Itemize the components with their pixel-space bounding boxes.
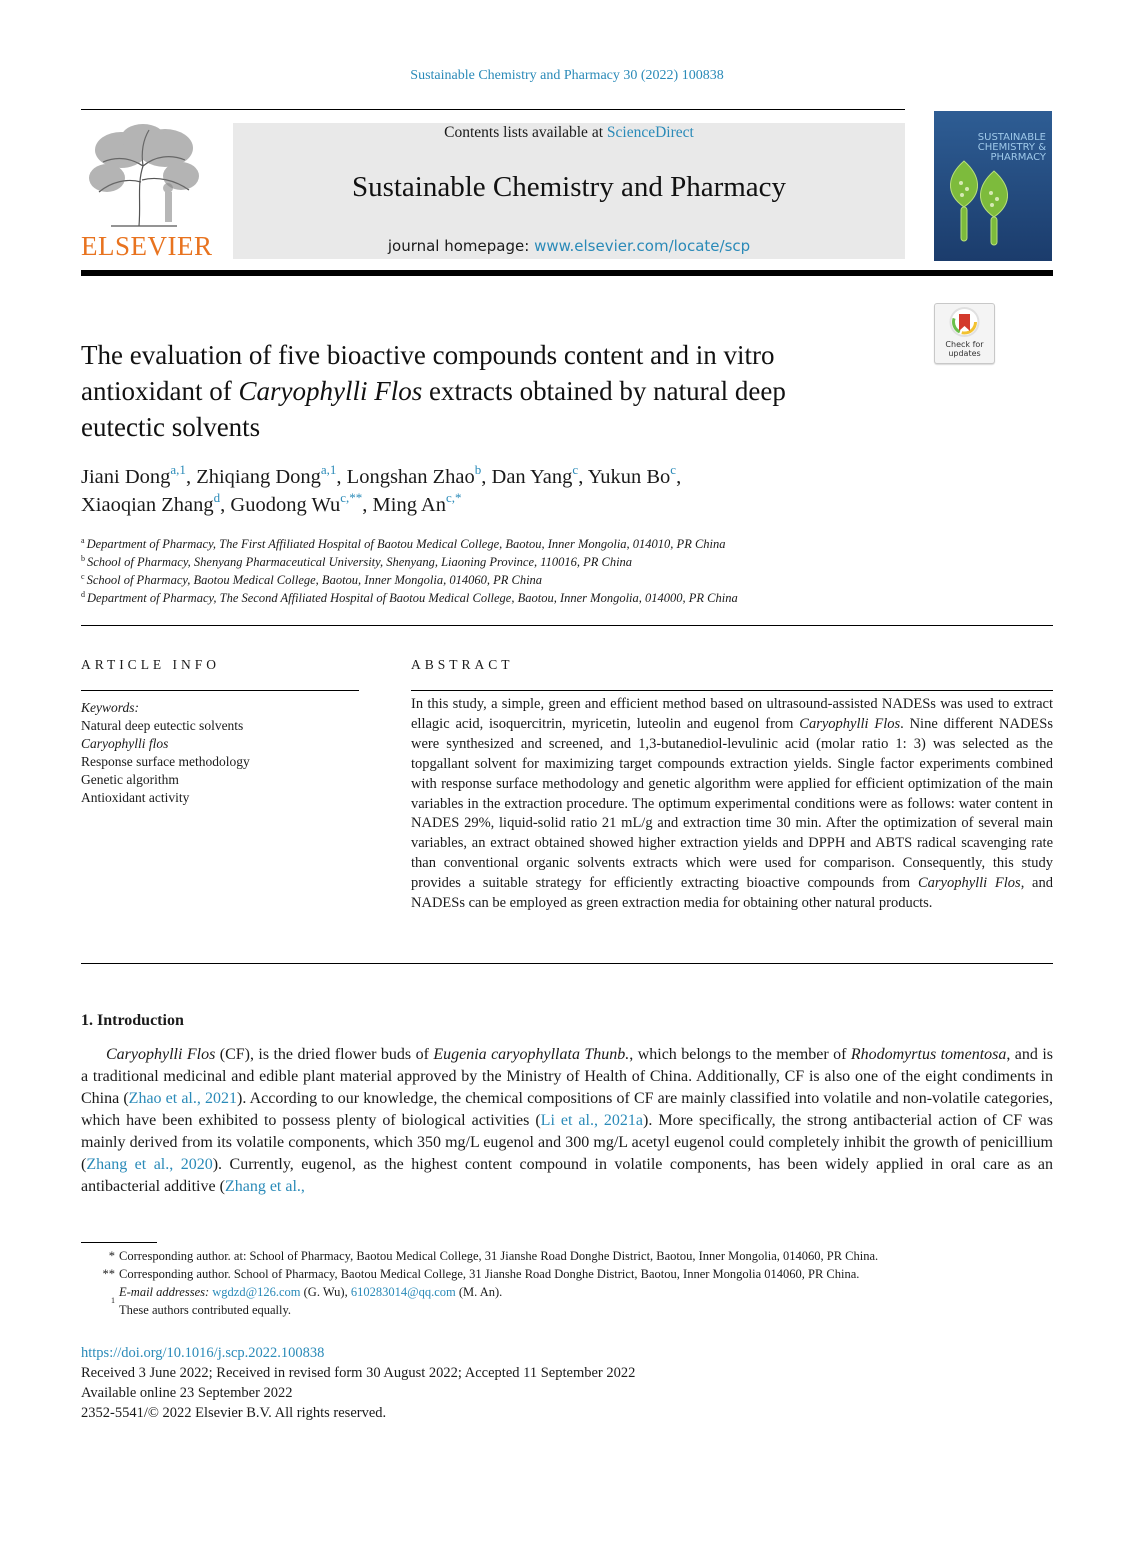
copyright: 2352-5541/© 2022 Elsevier B.V. All rights reserved. (81, 1405, 387, 1421)
homepage-link[interactable]: www.elsevier.com/locate/scp (534, 237, 751, 255)
article-info-rule (81, 690, 359, 691)
article-metadata (81, 1343, 1053, 1423)
affiliation-item: $^b$ School of Pharmacy, Shenyang Pharmaceutical University, Shenyang, Liaoning Province, 110016, PR China (81, 554, 633, 569)
footnote-rule (81, 1242, 157, 1243)
keyword-item: Genetic algorithm (81, 772, 179, 787)
sciencedirect-link[interactable]: ScienceDirect (606, 124, 694, 141)
contents-prefix: Contents lists available at (444, 124, 604, 141)
check-updates-icon (935, 304, 994, 340)
author-affiliation-link[interactable]: c,* (446, 490, 462, 505)
author-affiliation-link[interactable]: c (572, 462, 579, 477)
doi-link[interactable]: https://doi.org/10.1016/j.scp.2022.100838 (81, 1345, 325, 1361)
author-name: Guodong Wu (230, 494, 341, 516)
homepage-prefix: journal homepage: (387, 237, 530, 255)
author-affiliation-link[interactable]: a,1 (170, 462, 186, 477)
footnotes (81, 1247, 1053, 1319)
author-name: Jiani Dong (81, 466, 171, 488)
keyword-item: Natural deep eutectic solvents (81, 718, 244, 733)
affiliation-list (81, 535, 981, 607)
author-affiliation-link[interactable]: a,1 (320, 462, 337, 477)
author-name: Dan Yang (491, 466, 573, 488)
author-affiliation-link[interactable]: b (474, 462, 482, 477)
abstract-rule (411, 690, 1053, 691)
journal-title: Sustainable Chemistry and Pharmacy (351, 171, 787, 203)
elsevier-logo (81, 122, 213, 262)
email-link[interactable]: wgdzd@126.com (212, 1285, 301, 1299)
author-name: Longshan Zhao (346, 466, 475, 488)
keyword-item: Caryophylli flos (81, 736, 169, 751)
citation-link[interactable]: Li et al., 2021a (540, 1112, 644, 1129)
keywords-block (81, 699, 361, 807)
cover-title: SUSTAINABLE CHEMISTRY & PHARMACY (977, 132, 1046, 163)
article-info-heading: ARTICLE INFO (81, 657, 221, 672)
keyword-item: Response surface methodology (81, 754, 250, 769)
elsevier-wordmark: ELSEVIER (81, 231, 213, 261)
check-updates-label: Check for updates (945, 340, 984, 358)
affiliation-item: $^d$ Department of Pharmacy, The Second Affiliated Hospital of Baotou Medical College, Baotou, Inner Mongolia, 014000, PR China (81, 590, 738, 605)
available-online: Available online 23 September 2022 (81, 1385, 293, 1401)
elsevier-tree-icon (81, 122, 205, 230)
introduction-heading: 1. Introduction (81, 1012, 184, 1029)
citation-link[interactable]: Zhang et al., 2020 (86, 1156, 213, 1173)
author-list: Jiani Dong$^{a,1}$, Zhiqiang Dong$^{a,1}$, Longshan Zhao$^b$, Dan Yang$^c$, Yukun Bo$^c$, Xiaoqian Zhang$^d$, Guodong $Wu^{c,**}$, Ming $An^{c,*}$ (81, 462, 682, 516)
footnote-item: * Corresponding author. at: School of Pharmacy, Baotou Medical College, 31 Jianshe Road Donghe District, Baotou, Inner Mongolia, 014060, PR China. (108, 1249, 879, 1263)
abstract-heading: ABSTRACT (411, 657, 514, 672)
homepage-line (233, 237, 905, 255)
journal-masthead (233, 123, 905, 259)
journal-reference-link[interactable]: Sustainable Chemistry and Pharmacy 30 (2022) 100838 (410, 68, 724, 83)
affiliations-rule (81, 625, 1053, 626)
check-for-updates-button[interactable] (934, 303, 995, 364)
footnote-emails: E-mail addresses: wgdzd@126.com (G. Wu), 610283014@qq.com (M. An). (119, 1285, 503, 1299)
keyword-item: Antioxidant activity (81, 790, 190, 805)
author-name: Zhiqiang Dong (196, 466, 321, 488)
footnote-item: ** Corresponding author. School of Pharmacy, Baotou Medical College, 31 Jianshe Road Donghe District, Baotou, Inner Mongolia 014060, PR China. (102, 1267, 860, 1281)
received-dates: Received 3 June 2022; Received in revised form 30 August 2022; Accepted 11 September 2022 (81, 1365, 636, 1381)
citation-link[interactable]: Zhang et al., (224, 1178, 305, 1195)
abstract-bottom-rule (81, 963, 1053, 964)
author-affiliation-link[interactable]: c (670, 462, 677, 477)
footnote-item: 1 These authors contributed equally. (111, 1296, 292, 1317)
abstract-text: In this study, a simple, green and efficient method based on ultrasound-assisted NADESs was used to extract ellagic acid, isoquercitrin, myricetin, luteolin and eugenol from Caryophylli Flos. Nine different NADESs were synthesized and screened, and 1,3-butanediol-levulinic acid (molar ratio 1: 3) was selected as the topgallant solvent for maximizing target compounds extraction yields. Single factor experiments combined with response surface methodology and genetic algorithm were applied for efficient optimization of the main variables in the extraction procedure. The optimum experimental conditions were as follows: water content in NADES 29%, liquid-solid ratio 21 mL/g and extraction time 30 min. After the optimization of several main variables, an extract obtained showed higher extraction yields and DPPH and ABTS radical scavenging rate than conventional organic solvents extracts which were used for comparison. Consequently, this study provides a suitable strategy for efficiently extracting bioactive compounds from Caryophylli Flos, and NADESs can be employed as green extraction media for obtaining other natural products. (411, 696, 1053, 912)
author-name: Xiaoqian Zhang (81, 494, 214, 516)
email-link[interactable]: 610283014@qq.com (350, 1285, 456, 1299)
journal-cover[interactable] (934, 111, 1052, 261)
introduction-paragraph: Caryophylli Flos (CF), is the dried flower buds of Eugenia caryophyllata Thunb., which belongs to the member of Rhodomyrtus tomentosa, and is a traditional medicinal and edible plant material approved by the Ministry of Health of China. Additionally, CF is also one of the eight condiments in China (Zhao et al., 2021). According to our knowledge, the chemical compositions of CF are mainly classified into volatile and non-volatile categories, which have been exhibited to possess plenty of biological activities (Li et al., 2021a). More specifically, the strong antibacterial action of CF was mainly derived from its volatile components, which 350 mg/L eugenol and 300 mg/L acetyl eugenol could completely inhibit the growth of penicillium (Zhang et al., 2020). Currently, eugenol, as the highest content compound in volatile components, has been widely applied in oral care as an antibacterial additive (Zhang et al., (81, 1046, 1054, 1195)
affiliation-item: $^a$ Department of Pharmacy, The First Affiliated Hospital of Baotou Medical College, Baotou, Inner Mongolia, 014010, PR China (81, 536, 726, 551)
author-affiliation-link[interactable]: d (213, 490, 221, 505)
masthead-thick-rule (81, 270, 1053, 276)
affiliation-item: $^c$ School of Pharmacy, Baotou Medical College, Baotou, Inner Mongolia, 014060, PR China (81, 572, 543, 587)
leaf-flask-icon (934, 111, 1052, 261)
contents-line (233, 124, 905, 142)
author-affiliation-link[interactable]: c,** (340, 490, 363, 505)
citation-link[interactable]: Zhao et al., 2021 (128, 1090, 237, 1107)
author-name: Yukun Bo (587, 466, 671, 488)
author-name: Ming An (372, 494, 446, 516)
keywords-label: Keywords: (81, 700, 139, 715)
header-rule (81, 109, 905, 110)
article-title: The evaluation of five bioactive compounds content and in vitro antioxidant of Caryophylli Flos extracts obtained by natural deep eutectic solvents (81, 340, 786, 442)
